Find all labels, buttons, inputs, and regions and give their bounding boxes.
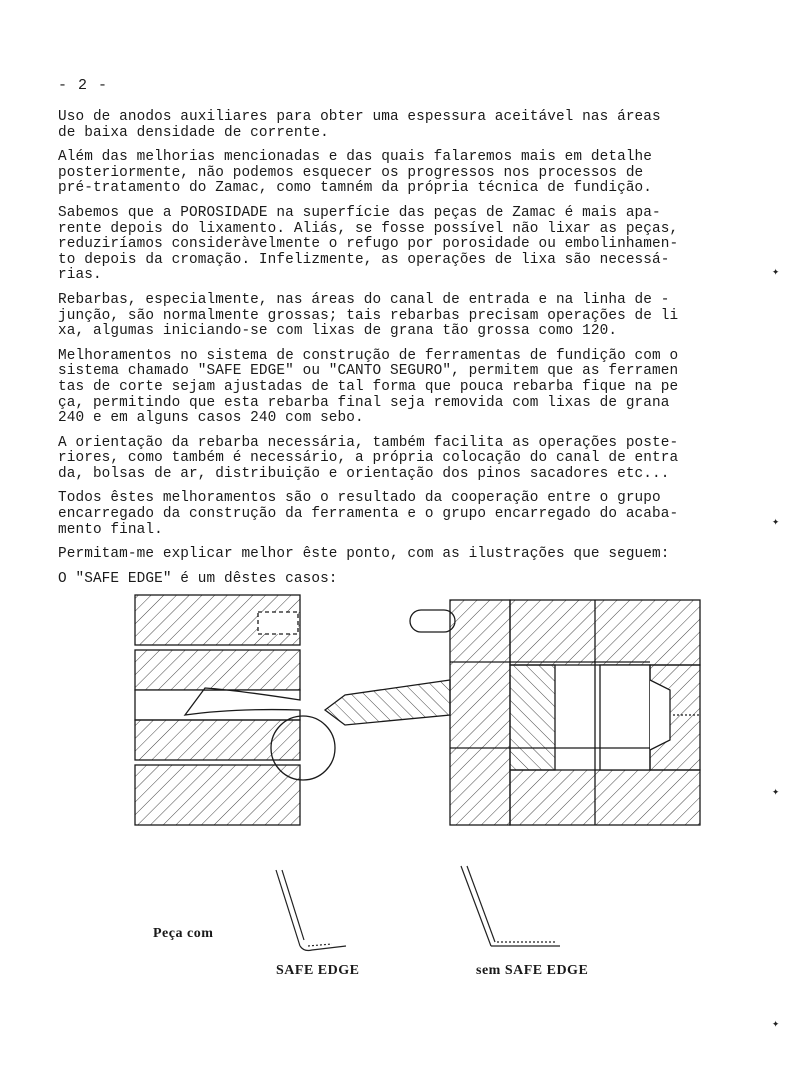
scan-speck: ✦ bbox=[772, 515, 780, 529]
without-safe-edge-sketch bbox=[455, 862, 565, 954]
runner bbox=[325, 610, 455, 725]
right-die-block bbox=[450, 600, 700, 825]
left-die-block bbox=[135, 595, 300, 825]
paragraph-porosity: Sabemos que a POROSIDADE na superfície das peças de Zamac é mais apa- rente depois do lixamento. Aliás, se fosse possível não lixar as peças, reduziríamos consideràvelmente o refugo por porosidade ou embolinhamen- to depois da cromação. Infelizmente, as operações de lixa são necessá- rias. bbox=[58, 204, 679, 284]
scan-speck: ✦ bbox=[772, 265, 780, 279]
page-number: - 2 - bbox=[58, 77, 109, 94]
paragraph-cooperation: Todos êstes melhoramentos são o resultado da cooperação entre o grupo encarregado da construção da ferramenta e o grupo encarregado do acaba- mento final. bbox=[58, 490, 679, 538]
paragraph-burrs: Rebarbas, especialmente, nas áreas do canal de entrada e na linha de - junção, são normalmente grossas; tais rebarbas precisam operações de li xa, algumas iniciando-se com lixas de grana tão grossa como 120. bbox=[58, 291, 679, 340]
body-text bbox=[58, 110, 698, 596]
safe-edge-sketch bbox=[270, 866, 350, 958]
die-cast-tool-diagram bbox=[125, 570, 705, 840]
paragraph-improvements: Além das melhorias mencionadas e das quais falaremos mais em detalhe posteriormente, não podemos esquecer os progressos nos processos de pré-tratamento do Zamac, como tamném da própria técnica de fundição. bbox=[58, 149, 653, 197]
paragraph-safe-edge-system: Melhoramentos no sistema de construção de ferramentas de fundição com o sistema chamado "SAFE EDGE" ou "CANTO SEGURO", permitem que as ferramen tas de corte sejam ajustadas de tal forma que pouca rebarba fique na pe ça, permitindo que esta rebarba final seja removida com lixas de grana 240 e em alguns casos 240 com sebo. bbox=[58, 347, 679, 427]
caption-without-safe-edge: sem SAFE EDGE bbox=[476, 963, 589, 978]
scan-speck: ✦ bbox=[772, 785, 780, 799]
caption-safe-edge: SAFE EDGE bbox=[276, 963, 360, 978]
paragraph-safe-edge-case: O "SAFE EDGE" é um dêstes casos: bbox=[58, 570, 338, 587]
paragraph-anodes: Uso de anodos auxiliares para obter uma espessura aceitável nas áreas de baixa densidade de corrente. bbox=[58, 109, 661, 141]
paragraph-burr-orientation: A orientação da rebarba necessária, também facilita as operações poste- riores, como também é necessário, a própria colocação do canal de entra da, bolsas de ar, distribuição e orientação dos pinos sacadores etc... bbox=[58, 434, 679, 482]
caption-piece-with: Peça com bbox=[153, 926, 214, 941]
paragraph-explain: Permitam-me explicar melhor êste ponto, com as ilustrações que seguem: bbox=[58, 546, 670, 563]
scan-speck: ✦ bbox=[772, 1017, 780, 1031]
